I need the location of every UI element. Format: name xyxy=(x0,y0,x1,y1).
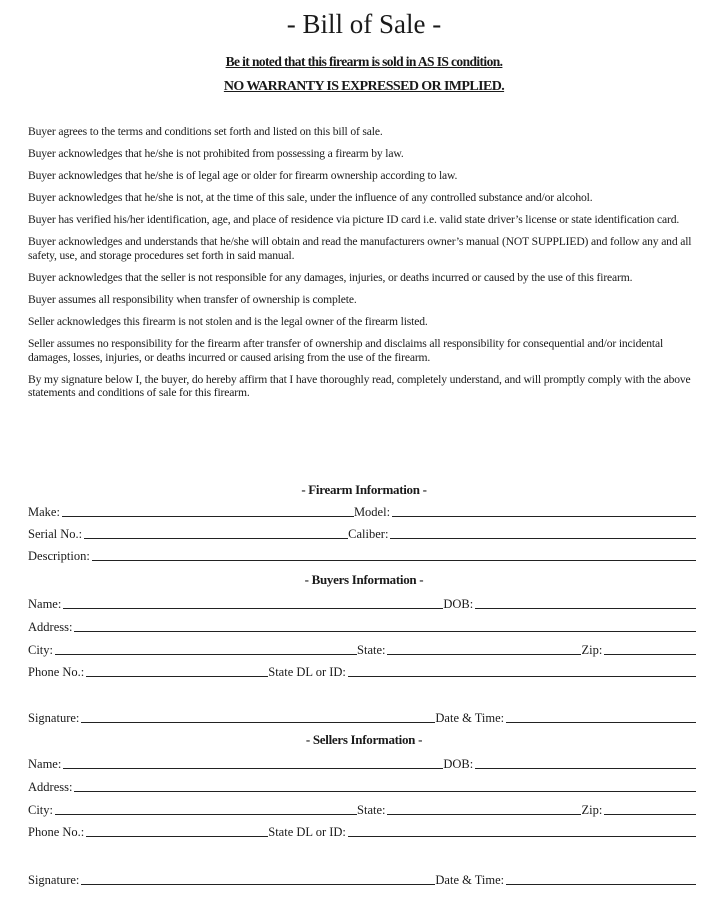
buyer-address-label: Address: xyxy=(28,620,73,634)
serial-field[interactable] xyxy=(84,526,348,539)
buyer-zip-label: Zip: xyxy=(581,643,603,657)
clause-9: Seller acknowledges this firearm is not stolen and is the legal owner of the firearm listed. xyxy=(28,315,428,329)
no-warranty-notice: NO WARRANTY IS EXPRESSED OR IMPLIED. xyxy=(223,79,505,94)
seller-name-label: Name: xyxy=(28,757,62,771)
serial-label: Serial No.: xyxy=(28,527,83,541)
clause-2: Buyer acknowledges that he/she is not prohibited from possessing a firearm by law. xyxy=(28,147,404,161)
seller-phone-label: Phone No.: xyxy=(28,825,85,839)
buyer-phone-dl-row xyxy=(28,663,696,679)
firearm-description-row xyxy=(28,547,696,563)
seller-datetime-label: Date & Time: xyxy=(435,873,505,887)
clause-4: Buyer acknowledges that he/she is not, at the time of this sale, under the influence of any controlled substance and/or alcohol. xyxy=(28,191,593,205)
buyer-city-label: City: xyxy=(28,643,54,657)
seller-city-field[interactable] xyxy=(55,802,357,815)
buyer-zip-field[interactable] xyxy=(604,642,696,655)
seller-name-field[interactable] xyxy=(63,756,443,769)
seller-signature-field[interactable] xyxy=(81,872,435,885)
firearm-serial-caliber-row xyxy=(28,525,696,541)
clause-3: Buyer acknowledges that he/she is of legal age or older for firearm ownership according to law. xyxy=(28,169,458,183)
model-label: Model: xyxy=(353,505,391,519)
seller-address-label: Address: xyxy=(28,780,73,794)
buyer-state-field[interactable] xyxy=(387,642,581,655)
clause-7: Buyer acknowledges that the seller is not responsible for any damages, injuries, or deaths incurred or caused by the use of this firearm. xyxy=(28,271,633,285)
model-field[interactable] xyxy=(392,504,696,517)
seller-city-label: City: xyxy=(28,803,54,817)
seller-dl-field[interactable] xyxy=(348,824,696,837)
seller-phone-dl-row xyxy=(28,823,696,839)
buyer-phone-label: Phone No.: xyxy=(28,665,85,679)
buyer-dl-label: State DL or ID: xyxy=(268,665,346,679)
seller-datetime-field[interactable] xyxy=(506,872,696,885)
clause-8: Buyer assumes all responsibility when transfer of ownership is complete. xyxy=(28,293,357,307)
seller-signature-label: Signature: xyxy=(28,873,80,887)
seller-address-field[interactable] xyxy=(74,779,696,792)
buyer-city-field[interactable] xyxy=(55,642,357,655)
seller-dob-label: DOB: xyxy=(443,757,474,771)
seller-state-field[interactable] xyxy=(387,802,581,815)
seller-info-heading: - Sellers Information - xyxy=(305,732,423,747)
seller-state-label: State: xyxy=(357,803,386,817)
terms-list xyxy=(28,125,700,409)
buyer-address-row xyxy=(28,618,696,634)
seller-name-row xyxy=(28,755,696,771)
document-title: - Bill of Sale - xyxy=(286,9,442,39)
seller-city-state-zip-row xyxy=(28,801,696,817)
clause-10: Seller assumes no responsibility for the firearm after transfer of ownership and disclaims all responsibility for consequential and/or incidental damages, losses, injuries, or deaths incurred or caused arising from the use of the firearm. xyxy=(28,337,664,364)
buyer-city-state-zip-row xyxy=(28,641,696,657)
buyer-name-label: Name: xyxy=(28,597,62,611)
clause-1: Buyer agrees to the terms and conditions set forth and listed on this bill of sale. xyxy=(28,125,383,138)
buyer-dob-label: DOB: xyxy=(443,597,474,611)
firearm-info-heading: - Firearm Information - xyxy=(301,482,427,497)
firearm-make-model-row xyxy=(28,503,696,519)
clause-5: Buyer has verified his/her identification, age, and place of residence via picture ID card i.e. valid state driver’s license or state identification card. xyxy=(28,213,680,227)
caliber-label: Caliber: xyxy=(348,527,389,541)
seller-dob-field[interactable] xyxy=(475,756,696,769)
buyer-state-label: State: xyxy=(357,643,386,657)
buyer-phone-field[interactable] xyxy=(86,664,268,677)
buyer-info-heading: - Buyers Information - xyxy=(304,572,424,587)
buyer-name-row xyxy=(28,595,696,611)
description-field[interactable] xyxy=(92,548,696,561)
buyer-name-field[interactable] xyxy=(63,596,443,609)
buyer-signature-field[interactable] xyxy=(81,710,435,723)
buyer-datetime-label: Date & Time: xyxy=(435,711,505,725)
buyer-dl-field[interactable] xyxy=(348,664,696,677)
caliber-field[interactable] xyxy=(390,526,696,539)
seller-zip-field[interactable] xyxy=(604,802,696,815)
description-label: Description: xyxy=(28,549,90,563)
seller-dl-label: State DL or ID: xyxy=(268,825,346,839)
seller-signature-row xyxy=(28,871,696,887)
seller-zip-label: Zip: xyxy=(581,803,603,817)
buyer-address-field[interactable] xyxy=(74,619,696,632)
buyer-signature-label: Signature: xyxy=(28,711,80,725)
clause-11: By my signature below I, the buyer, do hereby affirm that I have thoroughly read, completely understand, and will promptly comply with the above statements and conditions of sale for this firearm. xyxy=(28,372,691,400)
buyer-signature-row xyxy=(28,709,696,725)
clause-6: Buyer acknowledges and understands that he/she will obtain and read the manufacturers owner’s manual (NOT SUPPLIED) and follow any and all safety, use, and storage procedures set forth in said manual. xyxy=(28,235,692,262)
seller-address-row xyxy=(28,778,696,794)
make-field[interactable] xyxy=(62,504,354,517)
make-label: Make: xyxy=(28,505,60,519)
seller-phone-field[interactable] xyxy=(86,824,268,837)
buyer-datetime-field[interactable] xyxy=(506,710,696,723)
buyer-dob-field[interactable] xyxy=(475,596,696,609)
as-is-notice: Be it noted that this firearm is sold in AS IS condition. xyxy=(225,54,503,69)
